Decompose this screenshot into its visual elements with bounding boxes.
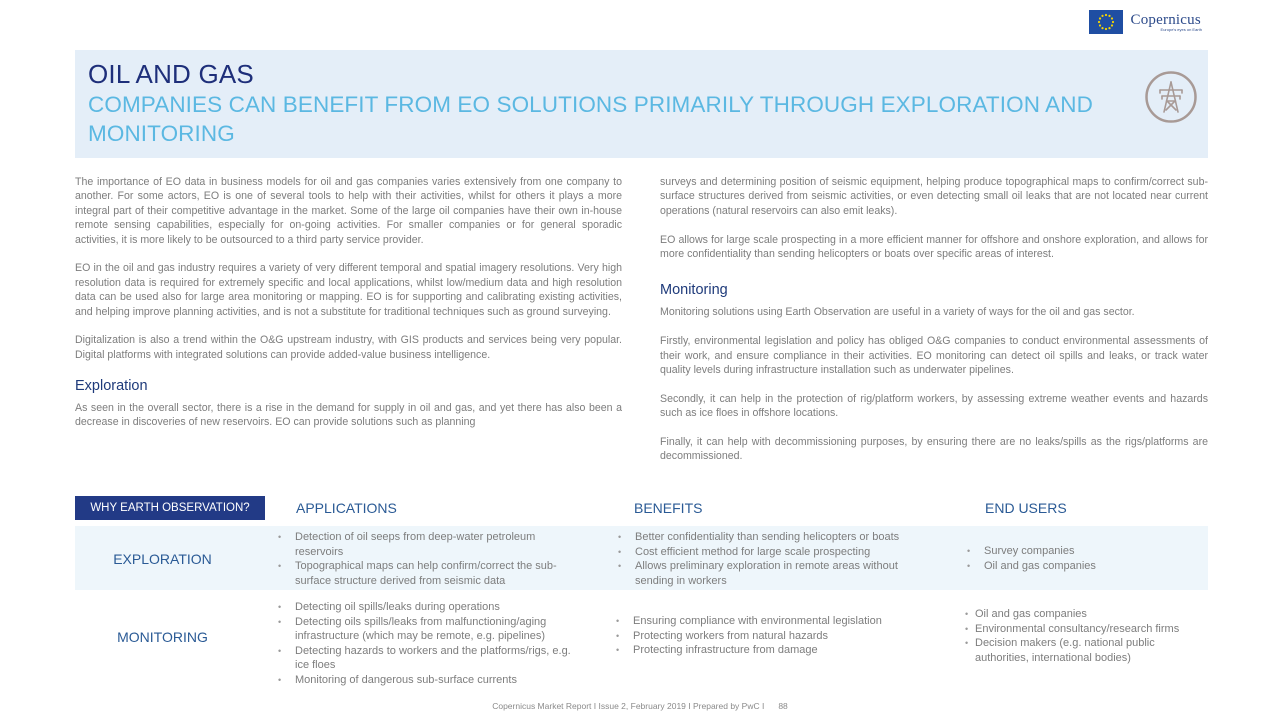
exploration-row	[75, 526, 1208, 590]
list-item: • Cost efficient method for large scale prospecting	[616, 545, 936, 560]
paragraph: Monitoring solutions using Earth Observation are useful in a variety of ways for the oil and gas sector.	[660, 306, 1135, 319]
list-item: • Detection of oil seeps from deep-water petroleum reservoirs	[276, 530, 576, 559]
copernicus-logo	[1131, 13, 1202, 32]
list-item: • Detecting hazards to workers and the platforms/rigs, e.g. ice floes	[276, 644, 576, 673]
copernicus-logo-name: Copernicus	[1130, 11, 1201, 28]
list-item: • Oil and gas companies	[965, 559, 1195, 574]
paragraph: Finally, it can help with decommissioning purposes, by ensuring there are no leaks/spills as the rigs/platforms are decommissioned.	[660, 436, 1208, 463]
footer-text: Copernicus Market Report I Issue 2, February 2019 I Prepared by PwC I	[492, 701, 765, 711]
header-logos	[1089, 10, 1202, 34]
monitoring-heading: Monitoring	[660, 282, 728, 299]
list-item: • Detecting oil spills/leaks during operations	[276, 600, 576, 615]
paragraph: EO in the oil and gas industry requires a variety of very different temporal and spatial imagery resolutions. Very high resolution data is required for extremely specific and local applications, whilst low/medium data and high resolution data can be used also for large area monitoring or mapping. EO is for supporting and calibrating existing activities, and helping improve planning activities, and is not a substitute for traditional techniques such as ground surveying.	[75, 262, 622, 318]
paragraph: The importance of EO data in business models for oil and gas companies varies extensively from one company to another. For some actors, EO is one of several tools to help with their activities, whilst for others it plays a more integral part of their competitive advantage in the market. Some of the large oil companies have their own in-house remote sensing capabilities, especially for on-going activities. For smaller companies or for general sporadic activities, it is more likely to be outsourced to a third party service provider.	[75, 176, 622, 246]
paragraph: surveys and determining position of seismic equipment, helping produce topographical maps to confirm/correct sub-surface structures derived from seismic activities, or even detecting small oil leaks that are not located near current operations (natural reservoirs can also emit leaks).	[660, 176, 1208, 217]
page-title: OIL AND GAS	[88, 59, 254, 89]
paragraph: Digitalization is also a trend within the O&G upstream industry, with GIS products and services being very popular. Digital platforms with integrated solutions can provide added-value business intelligence.	[75, 334, 622, 361]
page-footer	[0, 701, 1280, 711]
list-item: • Monitoring of dangerous sub-surface currents	[276, 673, 576, 688]
list-item: • Topographical maps can help confirm/correct the sub-surface structure derived from seismic data	[276, 559, 576, 588]
body-right-column	[660, 175, 1208, 478]
list-item: • Decision makers (e.g. national public authorities, international bodies)	[965, 636, 1205, 665]
monitoring-row-label: MONITORING	[117, 629, 208, 645]
monitoring-row	[75, 598, 1208, 690]
list-item: • Ensuring compliance with environmental legislation	[614, 614, 934, 629]
paragraph: Secondly, it can help in the protection of rig/platform workers, by assessing extreme weather events and hazards such as ice floes in offshore locations.	[660, 392, 1208, 420]
title-banner	[75, 50, 1208, 158]
exploration-row-label: EXPLORATION	[113, 551, 212, 567]
monitoring-applications	[276, 600, 576, 687]
list-item: • Allows preliminary exploration in remote areas without sending in workers	[616, 559, 936, 588]
body-left-column	[75, 175, 622, 444]
page-number: 88	[778, 701, 788, 711]
monitoring-benefits	[614, 614, 934, 658]
list-item: • Oil and gas companies	[965, 607, 1205, 622]
list-item: • Survey companies	[965, 544, 1195, 559]
end-users-header: END USERS	[985, 500, 1067, 516]
copernicus-logo-tagline: Europe's eyes on Earth	[1160, 26, 1202, 32]
benefits-header: BENEFITS	[634, 500, 703, 516]
monitoring-end-users	[965, 607, 1205, 665]
paragraph: As seen in the overall sector, there is a rise in the demand for supply in oil and gas, and yet there has also been a decrease in discoveries of new reservoirs. EO can provide solutions such as planning	[75, 401, 622, 429]
why-earth-observation-label: WHY EARTH OBSERVATION?	[75, 496, 265, 520]
paragraph: EO allows for large scale prospecting in a more efficient manner for offshore and onshore exploration, and allows for more confidentiality than sending helicopters or boats over specific areas of interest.	[660, 233, 1208, 261]
page-subtitle: COMPANIES CAN BENEFIT FROM EO SOLUTIONS PRIMARILY THROUGH EXPLORATION AND MONITORING	[88, 92, 1093, 146]
list-item: • Protecting workers from natural hazards	[614, 629, 934, 644]
paragraph: Firstly, environmental legislation and policy has obliged O&G companies to conduct environmental assessments of their work, and ensure compliance in their activities. EO monitoring can detect oil spills and leaks, or track water quality levels during infrastructure installation such as underwater pipelines.	[660, 335, 1208, 377]
list-item: • Protecting infrastructure from damage	[614, 643, 934, 658]
power-pylon-icon	[1144, 70, 1198, 124]
exploration-end-users	[965, 544, 1195, 573]
eu-flag-icon	[1089, 10, 1123, 34]
exploration-heading: Exploration	[75, 377, 148, 394]
exploration-benefits	[616, 530, 936, 588]
applications-header: APPLICATIONS	[296, 500, 397, 516]
list-item: • Detecting oils spills/leaks from malfunctioning/aging infrastructure (which may be remote, e.g. pipelines)	[276, 615, 576, 644]
exploration-applications	[276, 530, 576, 588]
list-item: • Environmental consultancy/research firms	[965, 622, 1205, 637]
list-item: • Better confidentiality than sending helicopters or boats	[616, 530, 936, 545]
